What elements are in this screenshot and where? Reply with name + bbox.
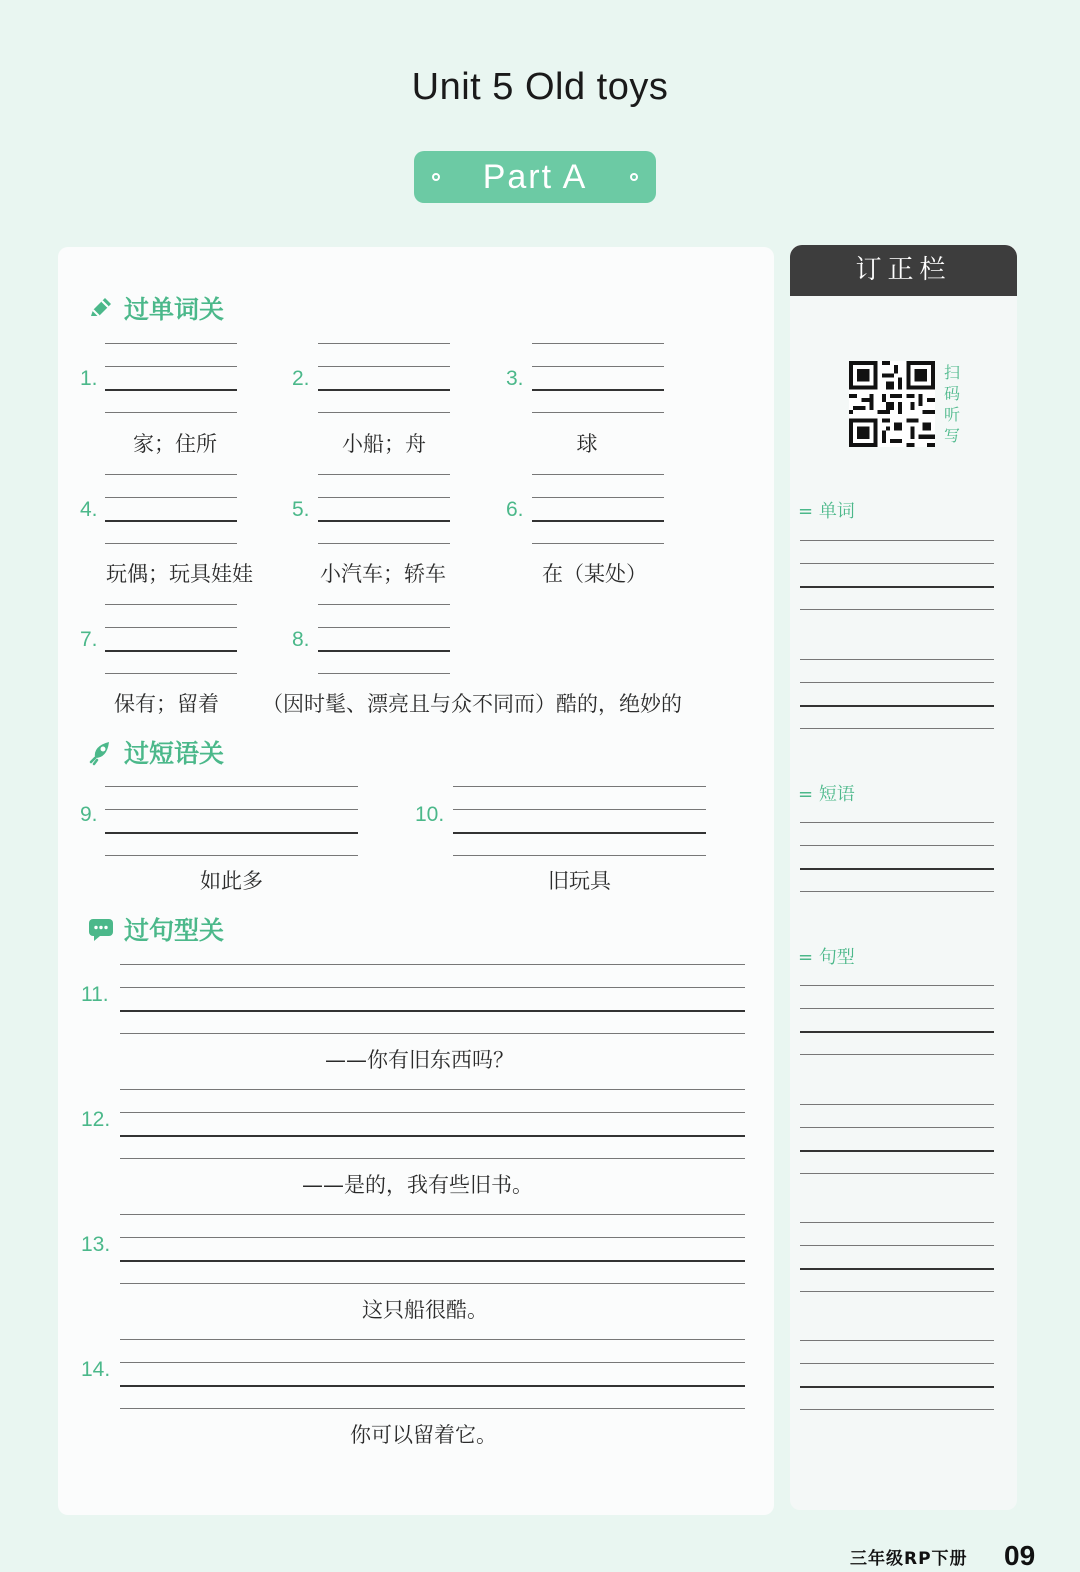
answer-lines[interactable] bbox=[318, 604, 450, 676]
answer-lines[interactable] bbox=[120, 964, 745, 1036]
qr-code-icon[interactable] bbox=[849, 361, 935, 447]
item-number: 9. bbox=[80, 803, 98, 826]
item-number: 2. bbox=[292, 367, 310, 390]
answer-lines[interactable] bbox=[532, 343, 664, 415]
phrases-section-heading: 过短语关 bbox=[86, 734, 224, 770]
answer-lines[interactable] bbox=[105, 343, 237, 415]
chinese-hint: 球 bbox=[576, 432, 598, 456]
answer-lines[interactable] bbox=[318, 343, 450, 415]
chinese-hint: 家；住所 bbox=[133, 432, 217, 456]
chinese-hint: ——你有旧东西吗？ bbox=[325, 1048, 514, 1072]
chinese-hint: 如此多 bbox=[200, 869, 263, 893]
chinese-hint: 在（某处） bbox=[542, 562, 647, 586]
sentences-section-heading: 过句型关 bbox=[86, 911, 224, 947]
answer-lines[interactable] bbox=[120, 1339, 745, 1411]
chinese-hint: 小船；舟 bbox=[342, 432, 426, 456]
item-number: 14. bbox=[81, 1358, 111, 1381]
chinese-hint: 你可以留着它。 bbox=[350, 1423, 497, 1447]
scan-dictation-label: 扫码听写 bbox=[944, 363, 961, 445]
badge-dot-left bbox=[432, 173, 440, 181]
grade-label: 三年级RP下册 bbox=[850, 1549, 968, 1569]
item-number: 12. bbox=[81, 1108, 111, 1131]
chinese-hint: ——是的，我有些旧书。 bbox=[302, 1173, 533, 1197]
correction-header: 订正栏 bbox=[790, 245, 1017, 296]
item-number: 4. bbox=[80, 498, 98, 521]
answer-lines[interactable] bbox=[453, 786, 706, 858]
answer-lines[interactable] bbox=[532, 474, 664, 546]
chinese-hint: 保有；留着 bbox=[114, 692, 219, 716]
answer-lines[interactable] bbox=[105, 474, 237, 546]
correction-section-words: = 单词 bbox=[798, 501, 855, 522]
item-number: 10. bbox=[415, 803, 445, 826]
chinese-hint: 小汽车；轿车 bbox=[320, 562, 446, 586]
answer-lines[interactable] bbox=[120, 1089, 745, 1161]
page-number: 09 bbox=[1004, 1540, 1036, 1571]
words-section-heading: 过单词关 bbox=[86, 290, 224, 326]
answer-lines[interactable] bbox=[318, 474, 450, 546]
item-number: 7. bbox=[80, 628, 98, 651]
chinese-hint: （因时髦、漂亮且与众不同而）酷的，绝妙的 bbox=[262, 692, 682, 716]
rocket-icon bbox=[86, 737, 116, 767]
answer-lines[interactable] bbox=[105, 604, 237, 676]
item-number: 11. bbox=[81, 983, 109, 1006]
answer-lines[interactable] bbox=[105, 786, 358, 858]
badge-dot-right bbox=[630, 173, 638, 181]
part-label: Part A bbox=[482, 157, 588, 196]
item-number: 1. bbox=[80, 367, 98, 390]
correction-section-phrases: = 短语 bbox=[798, 784, 855, 805]
part-badge bbox=[414, 151, 656, 203]
chinese-hint: 玩偶；玩具娃娃 bbox=[106, 562, 253, 586]
unit-title: Unit 5 Old toys bbox=[411, 66, 669, 108]
chinese-hint: 旧玩具 bbox=[548, 869, 611, 893]
chat-bubble-icon bbox=[86, 914, 116, 944]
item-number: 6. bbox=[506, 498, 524, 521]
chinese-hint: 这只船很酷。 bbox=[362, 1298, 488, 1322]
item-number: 8. bbox=[292, 628, 310, 651]
correction-section-sentences: = 句型 bbox=[798, 947, 855, 968]
item-number: 13. bbox=[81, 1233, 111, 1256]
answer-lines[interactable] bbox=[120, 1214, 745, 1286]
pencil-icon bbox=[86, 293, 116, 323]
item-number: 3. bbox=[506, 367, 524, 390]
item-number: 5. bbox=[292, 498, 310, 521]
